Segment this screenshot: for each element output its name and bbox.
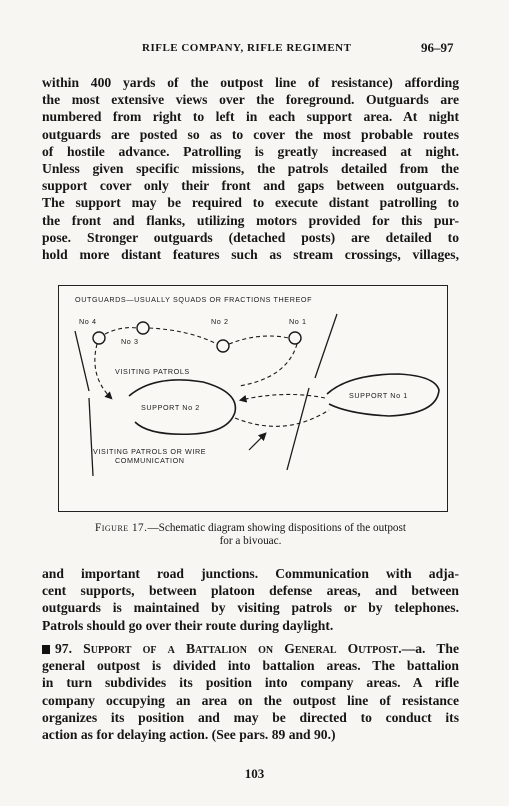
section-bullet-icon [42, 645, 50, 654]
left-boundary-line [75, 331, 89, 391]
section-number: 97. [55, 641, 72, 656]
patrol-route-4-3 [105, 328, 137, 334]
patrol-route-supports-lower [235, 410, 329, 426]
wire-comm-label-1: VISITING PATROLS OR WIRE [93, 447, 207, 456]
figure-number: Figure 17. [95, 522, 148, 534]
section-subpara: —a. [401, 641, 426, 656]
running-head-pages: 96–97 [421, 40, 454, 55]
text-line: and important road junctions. Communication with adja- [42, 566, 459, 581]
wire-comm-arrow [249, 434, 265, 450]
text-line: hold more distant features such as stream crossings, villages, [42, 247, 459, 263]
section-title: Support of a Battalion on General Outpost. [83, 641, 402, 656]
text-line: support cover only their front and gaps between outguards. [42, 178, 459, 194]
text-line: numbered from right to left in each support area. At night [42, 109, 459, 125]
patrol-route-supports [241, 394, 325, 400]
text-line: Patrols should go over their route during daylight. [42, 617, 334, 633]
visiting-patrols-label: VISITING PATROLS [115, 367, 190, 376]
text-line: the front and flanks, utilizing motors provided for this pur- [42, 212, 459, 228]
outguard-no4-label: No 4 [79, 317, 97, 326]
text-line: Unless given specific missions, the patrols detailed from the [42, 161, 459, 177]
patrol-route-2-1 [229, 336, 289, 344]
running-header [0, 38, 509, 58]
paragraph-continued [42, 74, 459, 263]
text-line: within 400 yards of the outpost line of resistance) affording [42, 75, 459, 90]
page-number: 103 [244, 766, 265, 781]
text-line: cent supports, between platoon defense areas, and between [42, 583, 459, 599]
outguard-no4-marker [93, 332, 105, 344]
text-line: general outpost is divided into battalion areas. The battalion [42, 658, 459, 674]
section-97 [42, 640, 459, 743]
text-line: outguards is maintained by visiting patrols or by telephones. [42, 600, 459, 616]
support-no2-label: SUPPORT No 2 [141, 403, 200, 412]
patrol-route-1-support [239, 344, 297, 386]
outguard-no1-marker [289, 332, 301, 344]
outguard-no3-marker [137, 322, 149, 334]
text-line: company occupying an area on the outpost line of resistance [42, 692, 459, 708]
outguard-no2-marker [217, 340, 229, 352]
text-line: The support may be required to execute distant patrolling to [42, 195, 459, 211]
text-line: organizes its position and may be directed to conduct its [42, 709, 459, 725]
section-first-line-rest: The [436, 641, 459, 656]
section-heading-line [42, 640, 459, 657]
running-head-title: RIFLE COMPANY, RIFLE REGIMENT [142, 42, 352, 54]
outguard-no2-label: No 2 [211, 317, 229, 326]
wire-comm-label-2: COMMUNICATION [115, 456, 185, 465]
outguard-no1-label: No 1 [289, 317, 307, 326]
caption-text-continued: for a bivouac. [219, 535, 282, 547]
patrol-route-4-support [95, 344, 111, 398]
paragraph-communication [42, 565, 459, 634]
caption-text: —Schematic diagram showing dispositions of the outpost [147, 522, 406, 534]
outguard-no3-label: No 3 [121, 337, 139, 346]
text-line: pose. Stronger outguards (detached posts) are detailed to [42, 229, 459, 245]
patrol-route-3-2 [149, 328, 217, 344]
outpost-diagram-svg [59, 286, 449, 513]
text-line: in turn subdivides its position into company areas. A rifle [42, 675, 459, 691]
text-line: action as for delaying action. (See pars. 89 and 90.) [42, 727, 336, 743]
right-boundary-line [315, 314, 337, 378]
text-line: outguards are posted so as to cover the most probable routes [42, 126, 459, 142]
right-boundary-line-lower [287, 388, 309, 470]
text-line: of hostile advance. Patrolling is greatly increased at night. [42, 143, 459, 159]
diagram-title: OUTGUARDS—USUALLY SQUADS OR FRACTIONS THEREOF [75, 295, 313, 304]
left-boundary-line-lower [89, 398, 93, 476]
support-no1-label: SUPPORT No 1 [349, 391, 408, 400]
figure-caption [42, 522, 459, 548]
text-line: the most extensive views over the foreground. Outguards are [42, 92, 459, 108]
outpost-diagram [58, 285, 448, 512]
